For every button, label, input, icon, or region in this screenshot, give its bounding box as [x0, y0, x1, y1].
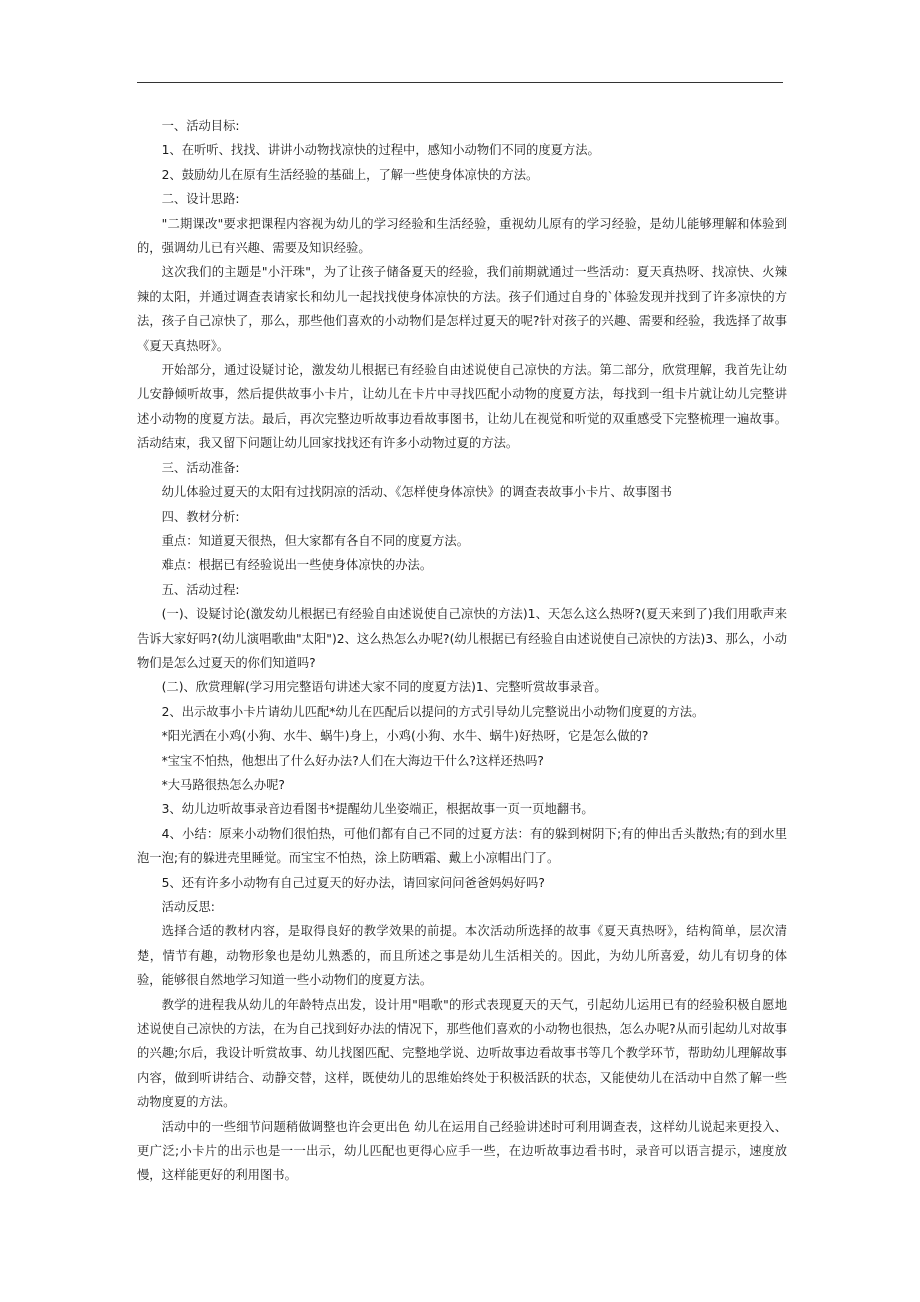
- section-heading-process: 五、活动过程:: [161, 582, 240, 597]
- process-question-2: *宝宝不怕热，他想出了什么好办法?人们在大海边干什么?这样还热吗?: [161, 753, 544, 768]
- process-item-5: 5、还有许多小动物有自己过夏天的好办法，请回家问问爸爸妈妈好吗?: [161, 875, 545, 890]
- process-step-1: (一)、设疑讨论(激发幼儿根据已有经验自由述说使自己凉快的方法)1、天怎么这么热呀?(夏天来到了)我们用歌声来告诉大家好吗?(幼儿演唱歌曲"太阳")2、这么热怎么办呢?(幼儿根据已有经验自由述说使自己凉快的方法)3、那么，小动物们是怎么过夏天的你们知道吗?: [137, 607, 787, 670]
- process-question-3: *大马路很热怎么办呢?: [161, 777, 285, 792]
- process-question-1: *阳光洒在小鸡(小狗、水牛、蜗牛)身上，小鸡(小狗、水牛、蜗牛)好热呀，它是怎么做的?: [161, 729, 649, 744]
- reflection-paragraph-3: 活动中的一些细节问题稍做调整也许会更出色 幼儿在运用自己经验讲述时可利用调查表，这样幼儿说起来更投入、更广泛;小卡片的出示也是一一出示，幼儿匹配也更得心应手一些，在边听故事边看书时，录音可以语言提示，速度放慢，这样能更好的利用图书。: [137, 1119, 787, 1183]
- process-item-3: 3、幼儿边听故事录音边看图书*提醒幼儿坐姿端正，根据故事一页一页地翻书。: [161, 802, 594, 817]
- goal-item-1: 1、在听听、找找、讲讲小动物找凉快的过程中，感知小动物们不同的度夏方法。: [161, 143, 600, 158]
- reflection-paragraph-2: 教学的进程我从幼儿的年龄特点出发，设计用"唱歌"的形式表现夏天的天气，引起幼儿运用已有的经验积极自愿地述说使自己凉快的方法，在为自己找到好办法的情况下，那些他们喜欢的小动物也很热，怎么办呢?从而引起幼儿对故事的兴趣;尔后，我设计听赏故事、幼儿找图匹配、完整地学说、边听故事边看故事书等几个教学环节，帮助幼儿理解故事内容，做到听讲结合、动静交替，这样，既使幼儿的思维始终处于积极活跃的状态，又能使幼儿在活动中自然了解一些动物度夏的方法。: [137, 997, 787, 1110]
- process-step-2: (二)、欣赏理解(学习用完整语句讲述大家不同的度夏方法)1、完整听赏故事录音。: [161, 680, 607, 695]
- header-rule: [137, 82, 783, 83]
- design-paragraph-3: 开始部分，通过设疑讨论，激发幼儿根据已有经验自由述说使自己凉快的方法。第二部分，欣赏理解，我首先让幼儿安静倾听故事，然后提供故事小卡片，让幼儿在卡片中寻找匹配小动物的度夏方法，每找到一组卡片就让幼儿完整讲述小动物的度夏方法。最后，再次完整边听故事边看故事图书，让幼儿在视觉和听觉的双重感受下完整梳理一遍故事。活动结束，我又留下问题让幼儿回家找找还有许多小动物过夏的方法。: [137, 363, 787, 451]
- design-paragraph-2: 这次我们的主题是"小汗珠"，为了让孩子储备夏天的经验，我们前期就通过一些活动：夏天真热呀、找凉快、火辣辣的太阳，并通过调查表请家长和幼儿一起找找使身体凉快的方法。孩子们通过自身的`体验发现并找到了许多凉快的方法，孩子自己凉快了，那么，那些他们喜欢的小动物们是怎样过夏天的呢?针对孩子的兴趣、需要和经验，我选择了故事《夏天真热呀》。: [137, 265, 787, 353]
- goal-item-2: 2、鼓励幼儿在原有生活经验的基础上，了解一些使身体凉快的方法。: [161, 167, 539, 182]
- analysis-difficult-point: 难点：根据已有经验说出一些使身体凉快的办法。: [161, 558, 433, 573]
- document-body: [137, 114, 787, 1188]
- section-heading-reflection: 活动反思:: [161, 900, 215, 914]
- analysis-key-point: 重点：知道夏天很热，但大家都有各自不同的度夏方法。: [161, 533, 470, 548]
- design-paragraph-1: "二期课改"要求把课程内容视为幼儿的学习经验和生活经验，重视幼儿原有的学习经验，是幼儿能够理解和体验到的，强调幼儿已有兴趣、需要及知识经验。: [137, 216, 787, 256]
- section-heading-design: 二、设计思路:: [161, 192, 240, 207]
- process-item-2: 2、出示故事小卡片请幼儿匹配*幼儿在匹配后以提问的方式引导幼儿完整说出小动物们度夏的方法。: [161, 704, 705, 719]
- process-item-4: 4、小结：原来小动物们很怕热，可他们都有自己不同的过夏方法：有的躲到树阴下;有的伸出舌头散热;有的到水里泡一泡;有的躲进壳里睡觉。而宝宝不怕热，涂上防晒霜、戴上小凉帽出门了。: [137, 826, 787, 866]
- reflection-paragraph-1: 选择合适的教材内容，是取得良好的教学效果的前提。本次活动所选择的故事《夏天真热呀》，结构简单，层次清楚，情节有趣，动物形象也是幼儿熟悉的，而且所述之事是幼儿生活相关的。因此，为幼儿所喜爱，幼儿有切身的体验，能够很自然地学习知道一些小动物们的度夏方法。: [137, 924, 787, 988]
- preparation-paragraph: 幼儿体验过夏天的太阳有过找阴凉的活动、《怎样使身体凉快》的调查表故事小卡片、故事图书: [161, 485, 672, 500]
- section-heading-analysis: 四、教材分析:: [161, 509, 240, 524]
- section-heading-preparation: 三、活动准备:: [161, 460, 240, 475]
- section-heading-goals: 一、活动目标:: [161, 119, 240, 133]
